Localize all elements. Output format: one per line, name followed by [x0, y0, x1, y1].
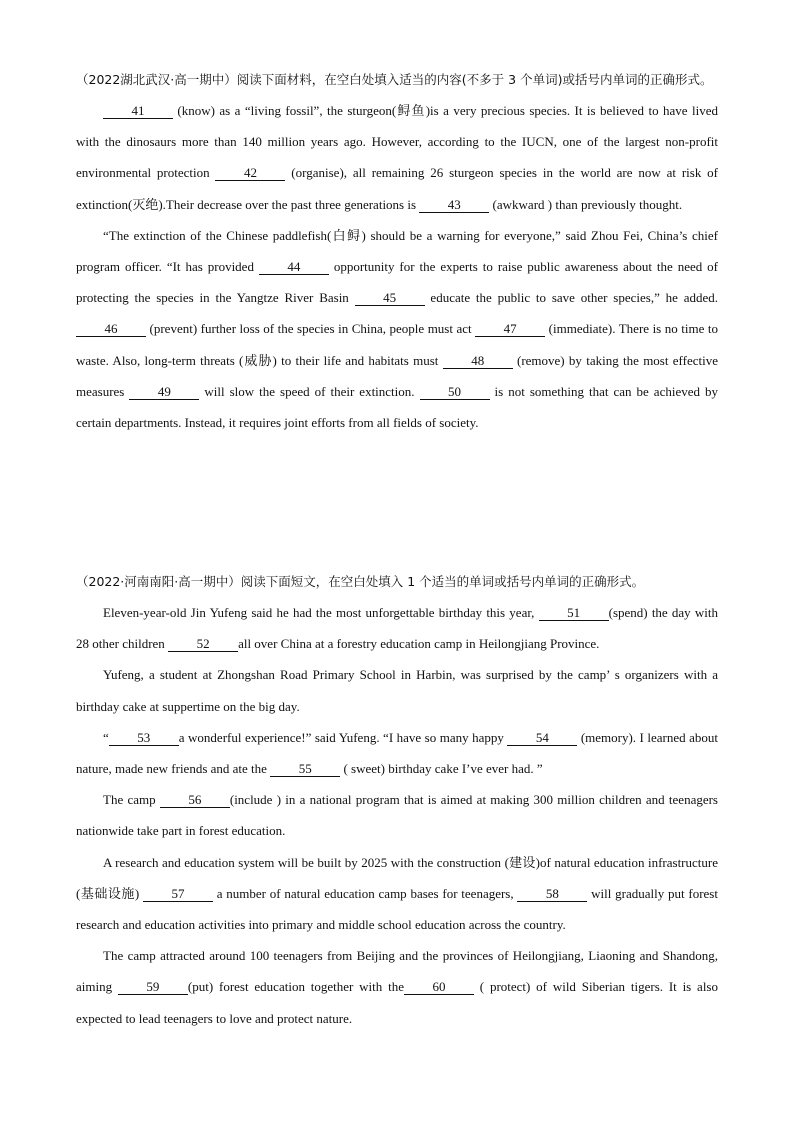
blank-46[interactable]: 46 [76, 321, 146, 337]
text-segment: “ [103, 729, 109, 745]
text-segment: is not something that can be achieved by certain departments. Instead, it requires joint efforts from all fields of society. [76, 383, 718, 431]
blank-50[interactable]: 50 [420, 384, 490, 400]
passage-1-paragraph-1 [76, 95, 718, 220]
blank-54[interactable]: 54 [507, 730, 577, 746]
blank-60[interactable]: 60 [404, 979, 474, 995]
passage-2 [76, 566, 718, 1034]
text-segment: A research and education system will be built by 2025 with the construction (建设)of natural education infrastructure (基础设施) [76, 854, 718, 901]
text-segment: (remove) by taking the most effective measures [76, 352, 718, 399]
blank-45[interactable]: 45 [355, 290, 425, 306]
passage-1-heading: （2022湖北武汉·高一期中）阅读下面材料，在空白处填入适当的内容(不多于 3 个单词)或括号内单词的正确形式。 [76, 72, 713, 87]
blank-59[interactable]: 59 [118, 979, 188, 995]
text-segment: (spend) the day with 28 other children [76, 605, 718, 652]
text-segment: “The extinction of the Chinese paddlefish(白鲟) should be a warning for everyone,” said Zhou Fei, China’s chief program officer. “It has provided [76, 227, 718, 275]
blank-43[interactable]: 43 [419, 197, 489, 213]
blank-42[interactable]: 42 [215, 165, 285, 181]
blank-49[interactable]: 49 [129, 384, 199, 400]
text-segment: (know) as a “living fossil”, the sturgeon(鲟鱼)is a very precious species. It is believed to have lived with the dinosaurs more than 140 million years ago. However, according to the IUCN, one of the largest non-profit environmental protection [76, 103, 718, 181]
text-segment: a wonderful experience!” said Yufeng. “I have so many happy [178, 729, 508, 745]
text-segment: ( sweet) birthday cake I’ve ever had. ” [340, 761, 543, 777]
passage-2-paragraph-5 [76, 847, 718, 941]
passage-2-paragraph-3 [76, 722, 718, 784]
text-segment: The camp attracted around 100 teenagers from Beijing and the provinces of Heilongjiang, Liaoning and Shandong, aiming [76, 948, 718, 995]
text-segment: opportunity for the experts to raise public awareness about the need of protecting the species in the Yangtze River Basin [76, 259, 718, 306]
text-segment: (put) forest education together with the [187, 979, 404, 995]
blank-48[interactable]: 48 [443, 353, 513, 369]
text-segment: a number of natural education camp bases for teenagers, [213, 885, 518, 901]
blank-57[interactable]: 57 [143, 886, 213, 902]
blank-41[interactable]: 41 [103, 103, 173, 119]
text-segment: The camp [103, 792, 160, 808]
passage-2-paragraph-6 [76, 940, 718, 1034]
blank-56[interactable]: 56 [160, 792, 230, 808]
passage-2-paragraph-4 [76, 784, 718, 846]
text-segment: Yufeng, a student at Zhongshan Road Primary School in Harbin, was surprised by the camp’ s organizers with a birthday cake at suppertime on the big day. [76, 667, 718, 714]
text-segment: Eleven-year-old Jin Yufeng said he had the most unforgettable birthday this year, [103, 605, 539, 620]
text-segment: (organise), all remaining 26 sturgeon species in the world are now at risk of extinction(灭绝).Their decrease over the past three generations is [76, 165, 718, 212]
blank-53[interactable]: 53 [109, 730, 179, 746]
text-segment: (memory). I learned about nature, made new friends and ate the [76, 729, 718, 777]
blank-58[interactable]: 58 [517, 886, 587, 902]
passage-1 [76, 64, 718, 438]
text-segment: (include ) in a national program that is aimed at making 300 million children and teenagers nationwide take part in forest education. [76, 792, 718, 839]
passage-2-paragraph-2 [76, 659, 718, 721]
blank-44[interactable]: 44 [259, 259, 329, 275]
text-segment: (prevent) further loss of the species in China, people must act [146, 321, 476, 337]
text-segment: all over China at a forestry education camp in Heilongjiang Province. [238, 636, 600, 652]
blank-47[interactable]: 47 [475, 321, 545, 337]
text-segment: ( protect) of wild Siberian tigers. It is also expected to lead teenagers to love and protect nature. [76, 979, 718, 1026]
blank-52[interactable]: 52 [168, 636, 238, 652]
blank-51[interactable]: 51 [539, 605, 609, 621]
passage-2-heading: （2022·河南南阳·高一期中）阅读下面短文，在空白处填入 1 个适当的单词或括号内单词的正确形式。 [76, 574, 645, 589]
passage-1-paragraph-2 [76, 220, 718, 438]
text-segment: (immediate). There is no time to waste. Also, long-term threats (威胁) to their life and habitats must [76, 321, 718, 368]
text-segment: educate the public to save other species,” he added. [424, 290, 719, 306]
passage-2-paragraph-1 [76, 597, 718, 659]
blank-55[interactable]: 55 [270, 761, 340, 777]
text-segment: will slow the speed of their extinction. [199, 383, 420, 399]
text-segment: (awkward ) than previously thought. [489, 196, 683, 212]
text-segment: will gradually put forest research and education activities into primary and middle school education across the country. [76, 885, 718, 933]
